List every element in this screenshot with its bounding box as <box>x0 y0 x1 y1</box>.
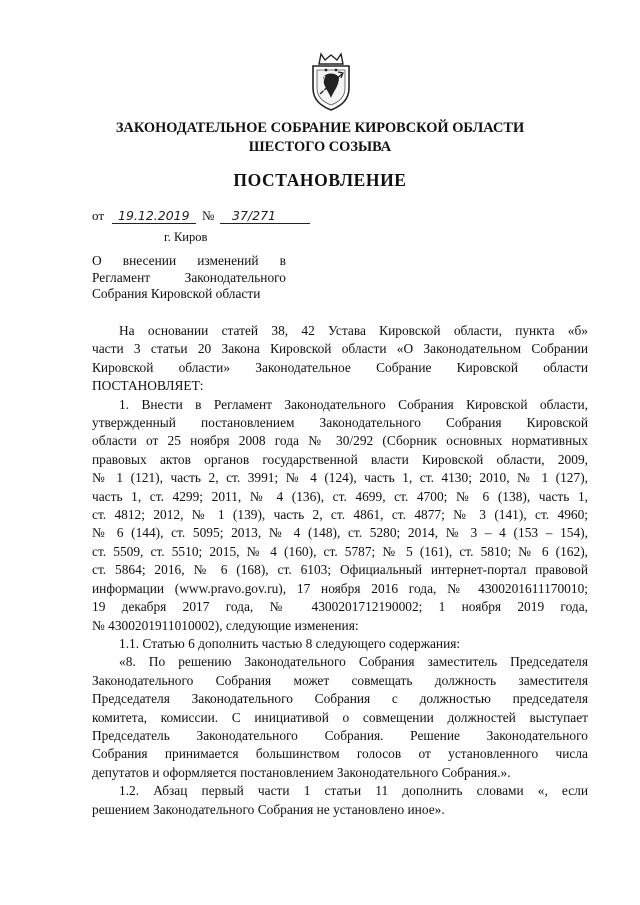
text-line: утвержденный постановлением Законодательного Собрания Кировской <box>92 415 588 431</box>
organization-name <box>0 119 640 157</box>
text-line: часть 1, ст. 4299; 2011, № 4 (136), ст. 4699, ст. 4700; № 6 (138), часть 1, <box>92 488 588 504</box>
subject-line: Регламент Законодательного <box>92 269 286 285</box>
text-line: Собрания принимается большинством голосов от установленного числа <box>92 746 588 762</box>
text-line: депутатов и оформляется постановлением Законодательного Собрания.». <box>92 764 511 780</box>
text-line: № 4300201911010002), следующие изменения: <box>92 617 359 633</box>
text-line: области от 25 ноября 2008 года № 30/292 (Сборник основных нормативных <box>92 433 588 449</box>
text-line: 19 декабря 2017 года, № 4300201712190002; 1 ноября 2019 года, <box>92 599 588 615</box>
item-1-1-quoted-text <box>92 653 588 782</box>
document-subject <box>92 253 286 303</box>
text-line: № 6 (144), ст. 5095; 2013, № 4 (148), ст. 5280; 2014, № 3 – 4 (153 – 154), <box>92 525 588 541</box>
document-body <box>92 322 588 819</box>
item-1-paragraph <box>92 396 588 635</box>
text-line: правовых актов органов государственной власти Кировской области, 2009, <box>92 451 588 467</box>
document-date: 19.12.2019 <box>118 208 190 223</box>
subject-line: Собрания Кировской области <box>92 286 261 302</box>
number-label: № <box>202 208 215 223</box>
text-line: ст. 4812; 2012, № 1 (139), часть 2, ст. 4861, ст. 4877; № 3 (141), ст. 4960; <box>92 507 588 523</box>
text-line: ст. 5509, ст. 5510; 2015, № 4 (160), ст. 5787; № 5 (161), ст. 5810; № 6 (162), <box>92 543 588 559</box>
document-number: 37/271 <box>232 208 276 223</box>
text-line: «8. По решению Законодательного Собрания заместитель Председателя <box>119 654 588 670</box>
organization-line-2: ШЕСТОГО СОЗЫВА <box>248 139 392 155</box>
text-line: ПОСТАНОВЛЯЕТ: <box>92 378 204 394</box>
text-line: части 3 статьи 20 Закона Кировской области «О Законодательном Собрании <box>92 341 588 357</box>
text-line: № 1 (121), часть 2, ст. 3991; № 4 (124), часть 1, ст. 4130; 2010, № 1 (127), <box>92 470 588 486</box>
from-label: от <box>92 208 105 223</box>
item-1-1-intro <box>92 635 588 653</box>
text-line: Председателя Законодательного Собрания с должностью председателя <box>92 691 588 707</box>
text-line: комитета, комиссии. С инициативой о совмещении должностей выступает <box>92 709 588 725</box>
text-line: решением Законодательного Собрания не установлено иное». <box>92 801 445 817</box>
number-underline <box>220 223 310 224</box>
text-line: 1. Внести в Регламент Законодательного Собрания Кировской области, <box>119 396 588 412</box>
text-line: Кировской области» Законодательное Собрание Кировской области <box>92 359 588 375</box>
registration-line <box>92 207 332 227</box>
subject-line: О внесении изменений в <box>92 253 286 268</box>
text-line: На основании статей 38, 42 Устава Кировской области, пункта «б» <box>119 323 588 338</box>
preamble-paragraph <box>92 322 588 396</box>
date-underline <box>112 223 196 224</box>
city: г. Киров <box>164 230 208 244</box>
organization-line-1: ЗАКОНОДАТЕЛЬНОЕ СОБРАНИЕ КИРОВСКОЙ ОБЛАСТИ <box>115 120 525 136</box>
text-line: Председатель Законодательного Собрания. Решение Законодательного <box>92 727 588 743</box>
coat-of-arms-icon <box>303 52 359 112</box>
text-line: ст. 5864; 2016, № 6 (168), ст. 6103; Официальный интернет-портал правовой <box>92 562 588 578</box>
text-line: 1.2. Абзац первый части 1 статьи 11 дополнить словами «, если <box>119 783 588 799</box>
document-type: ПОСТАНОВЛЕНИЕ <box>233 170 407 190</box>
item-1-2-paragraph <box>92 782 588 819</box>
text-line: информации (www.pravo.gov.ru), 17 ноября 2016 года, № 4300201611170010; <box>92 580 588 596</box>
text-line: 1.1. Статью 6 дополнить частью 8 следующего содержания: <box>119 635 461 651</box>
text-line: Законодательного Собрания может совмещать должность заместителя <box>92 672 588 688</box>
